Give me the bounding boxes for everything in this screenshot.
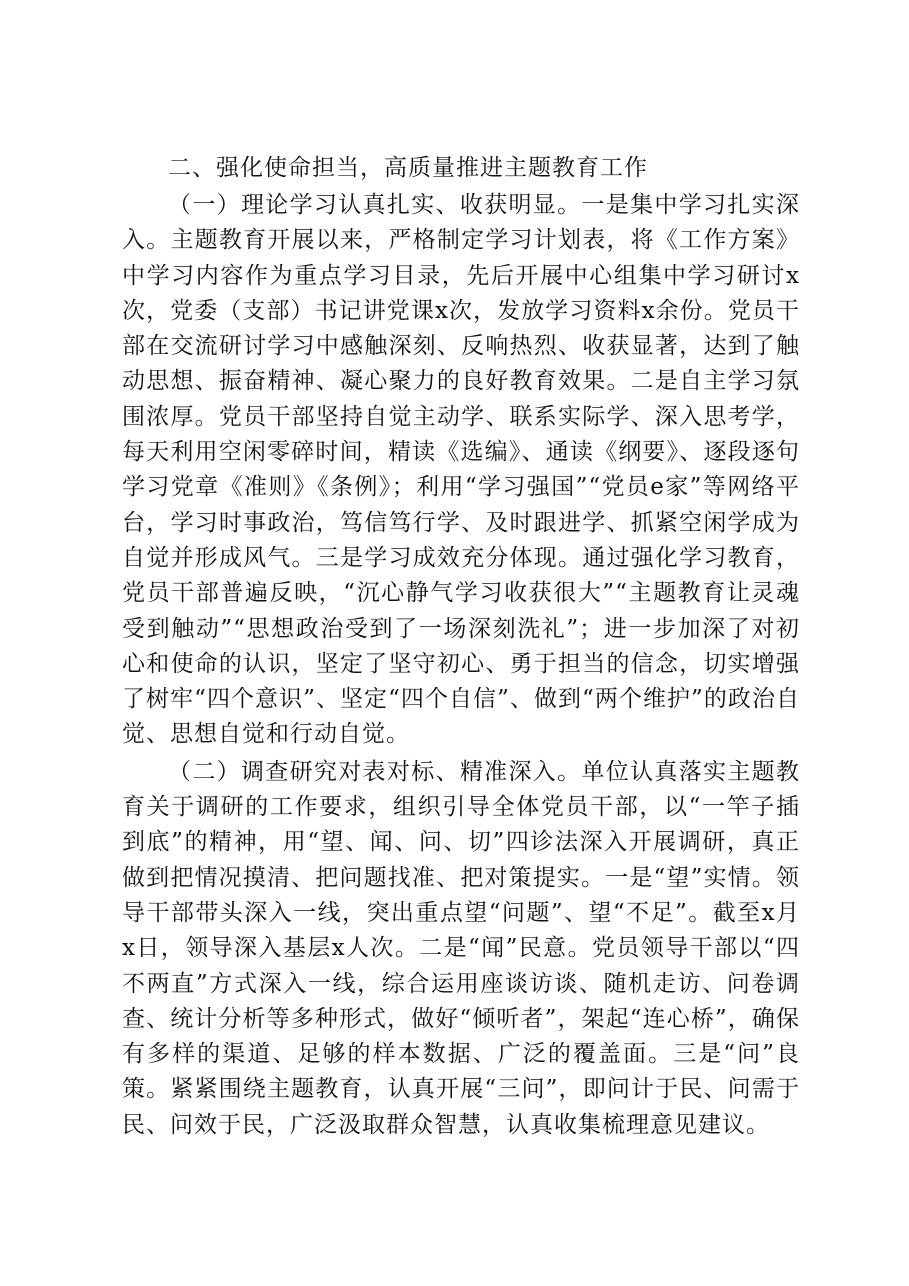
document-body xyxy=(122,148,800,1143)
section-heading: 二、强化使命担当，高质量推进主题教育工作 xyxy=(168,155,648,181)
paragraph-theory-study: （一）理论学习认真扎实、收获明显。一是集中学习扎实深入。主题教育开展以来，严格制定学习计划表，将《工作方案》中学习内容作为重点学习目录，先后开展中心组集中学习研讨x次，党委（支部）书记讲党课x次，发放学习资料x余份。党员干部在交流研讨学习中感触深刻、反响热烈、收获显著，达到了触动思想、振奋精神、凝心聚力的良好教育效果。二是自主学习氛围浓厚。党员干部坚持自觉主动学、联系实际学、深入思考学，每天利用空闲零碎时间，精读《选编》、通读《纲要》、逐段逐句学习党章《准则》《条例》；利用“学习强国”“党员e家”等网络平台，学习时事政治，笃信笃行学、及时跟进学、抓紧空闲学成为自觉并形成风气。三是学习成效充分体现。通过强化学习教育，党员干部普遍反映，“沉心静气学习收获很大”“主题教育让灵魂受到触动”“思想政治受到了一场深刻洗礼”；进一步加深了对初心和使命的认识，坚定了坚守初心、勇于担当的信念，切实增强了树牢“四个意识”、坚定“四个自信”、做到“两个维护”的政治自觉、思想自觉和行动自觉。 xyxy=(122,192,800,748)
paragraph-research: （二）调查研究对表对标、精准深入。单位认真落实主题教育关于调研的工作要求，组织引导全体党员干部，以“一竿子插到底”的精神，用“望、闻、问、切”四诊法深入开展调研，真正做到把情况摸清、把问题找准、把对策提实。一是“望”实情。领导干部带头深入一线，突出重点望“问题”、望“不足”。截至x月x日，领导深入基层x人次。二是“闻”民意。党员领导干部以“四不两直”方式深入一线，综合运用座谈访谈、随机走访、问卷调查、统计分析等多种形式，做好“倾听者”，架起“连心桥”，确保有多样的渠道、足够的样本数据、广泛的覆盖面。三是“问”良策。紧紧围绕主题教育，认真开展“三问”，即问计于民、问需于民、问效于民，广泛汲取群众智慧，认真收集梳理意见建议。 xyxy=(122,758,800,1138)
